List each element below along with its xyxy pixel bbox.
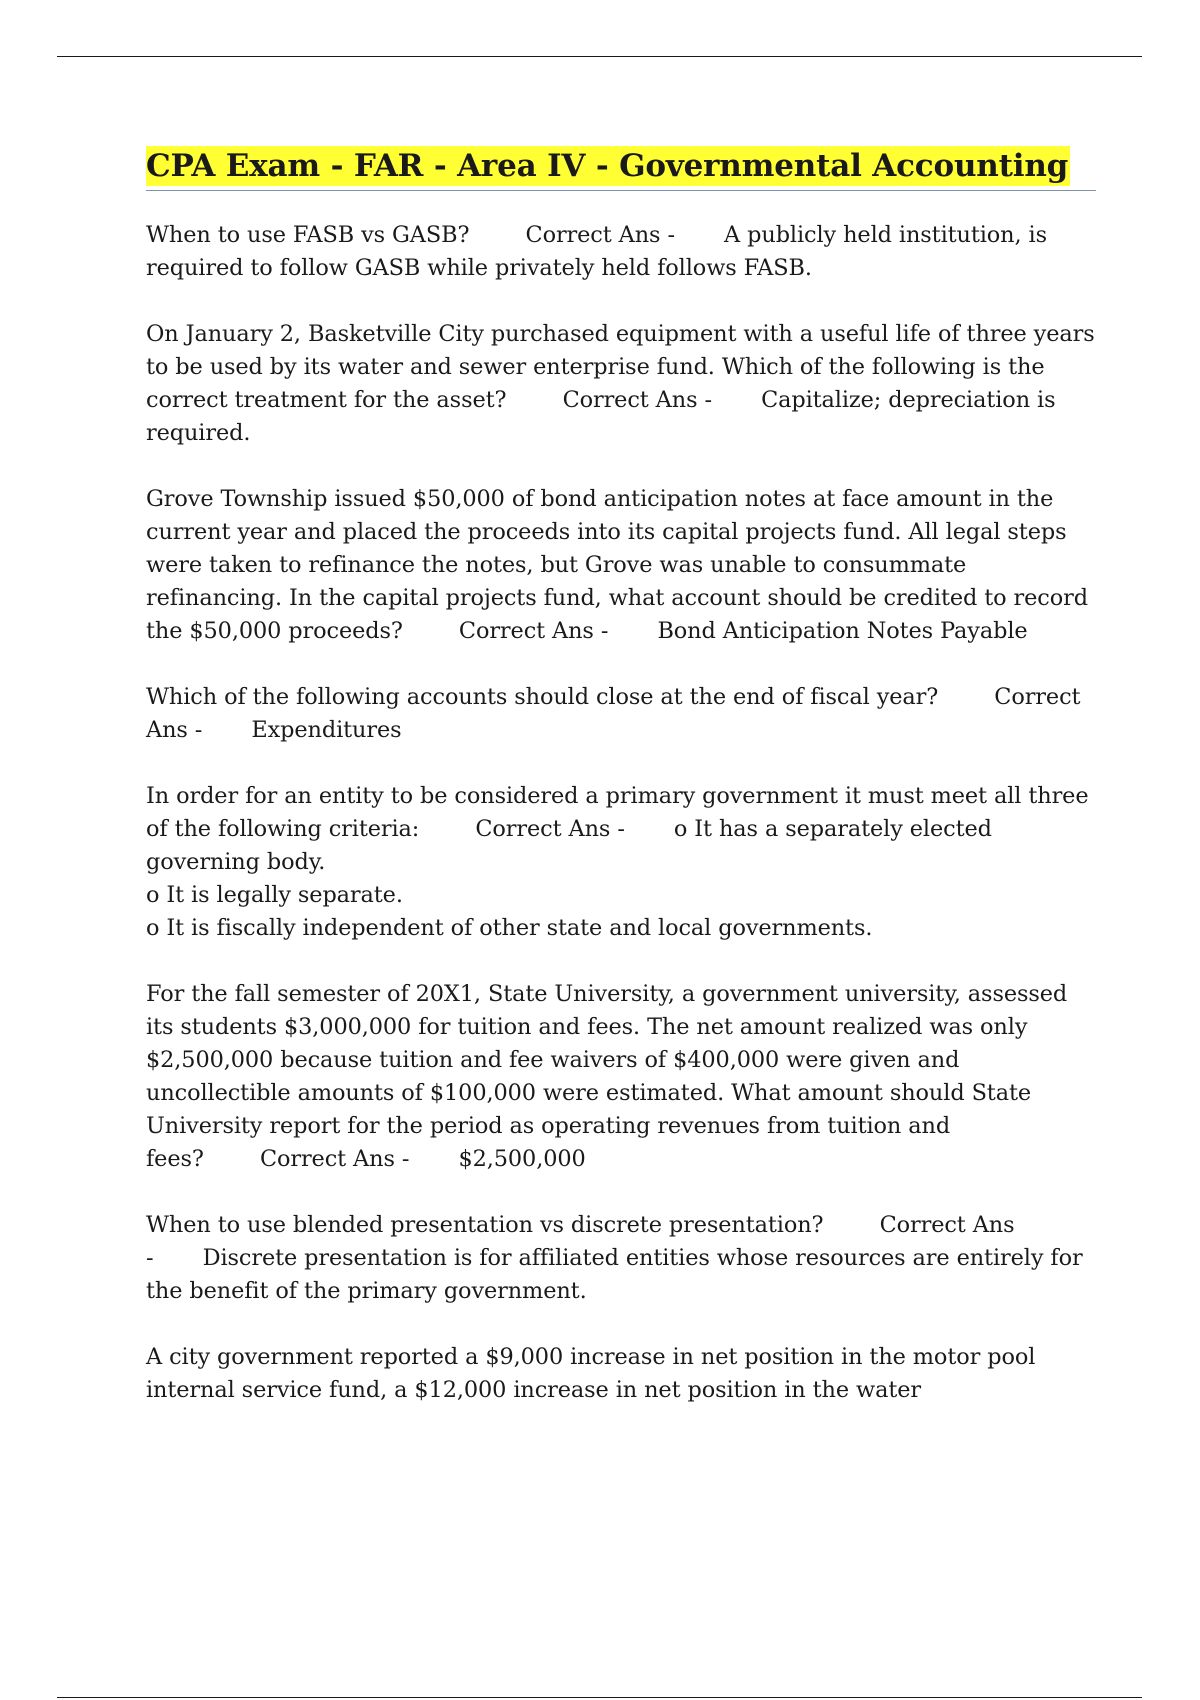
question-text: In order for an entity to be considered a primary government it must meet all three of the following criteria: [146, 783, 1096, 842]
document-title: CPA Exam - FAR - Area IV - Governmental Accounting [146, 148, 1069, 184]
page-footer-rule [57, 1697, 1142, 1698]
question-text: Which of the following accounts should close at the end of fiscal year? [146, 684, 939, 710]
answer-text: o It has a separately elected governing body. o It is legally separate. o It is fiscally independent of other state and local governments. [146, 816, 992, 941]
answer-text: Expenditures [251, 717, 402, 743]
answer-text: Bond Anticipation Notes Payable [657, 618, 1028, 644]
document-body [146, 146, 1102, 1440]
question-text: When to use FASB vs GASB? [146, 222, 470, 248]
qa-item [146, 978, 1096, 1176]
answer-marker: Correct Ans - [259, 1146, 410, 1172]
answer-marker: Correct Ans - [525, 222, 675, 248]
answer-marker: Correct Ans - [458, 618, 609, 644]
answer-marker: Correct Ans - [146, 684, 1088, 743]
qa-item [146, 1209, 1096, 1308]
answer-marker: Correct Ans - [146, 1212, 1022, 1271]
page-header-rule [57, 56, 1142, 57]
answer-marker: Correct Ans - [475, 816, 625, 842]
answer-text: Discrete presentation is for affiliated entities whose resources are entirely for the benefit of the primary government. [146, 1245, 1090, 1304]
title-block [146, 146, 1096, 191]
question-text: Grove Township issued $50,000 of bond anticipation notes at face amount in the current year and placed the proceeds into its capital projects fund. All legal steps were taken to refinance the notes, but Grove was unable to consummate refinancing. In the capital projects fund, what account should be credited to record the $50,000 proceeds? [146, 486, 1095, 644]
question-text: On January 2, Basketville City purchased equipment with a useful life of three years to be used by its water and sewer enterprise fund. Which of the following is the correct treatment for the asset? [146, 321, 1102, 413]
qa-item [146, 780, 1096, 945]
qa-item [146, 483, 1096, 648]
answer-text: Capitalize; depreciation is required. [146, 387, 1063, 446]
question-text: When to use blended presentation vs discrete presentation? [146, 1212, 824, 1238]
trailing-paragraph: A city government reported a $9,000 increase in net position in the motor pool internal service fund, a $12,000 increase in net position in the water [146, 1344, 1043, 1403]
qa-item [146, 318, 1102, 450]
answer-text: A publicly held institution, is required to follow GASB while privately held follows FASB. [146, 222, 1055, 281]
qa-item [146, 681, 1096, 747]
answer-text: $2,500,000 [458, 1146, 586, 1172]
answer-marker: Correct Ans - [562, 387, 712, 413]
qa-item [146, 219, 1096, 285]
question-text: For the fall semester of 20X1, State University, a government university, assessed its students $3,000,000 for tuition and fees. The net amount realized was only $2,500,000 because tuition and fee waivers of $400,000 were given and uncollectible amounts of $100,000 were estimated. What amount should State University report for the period as operating revenues from tuition and fees? [146, 981, 1075, 1172]
